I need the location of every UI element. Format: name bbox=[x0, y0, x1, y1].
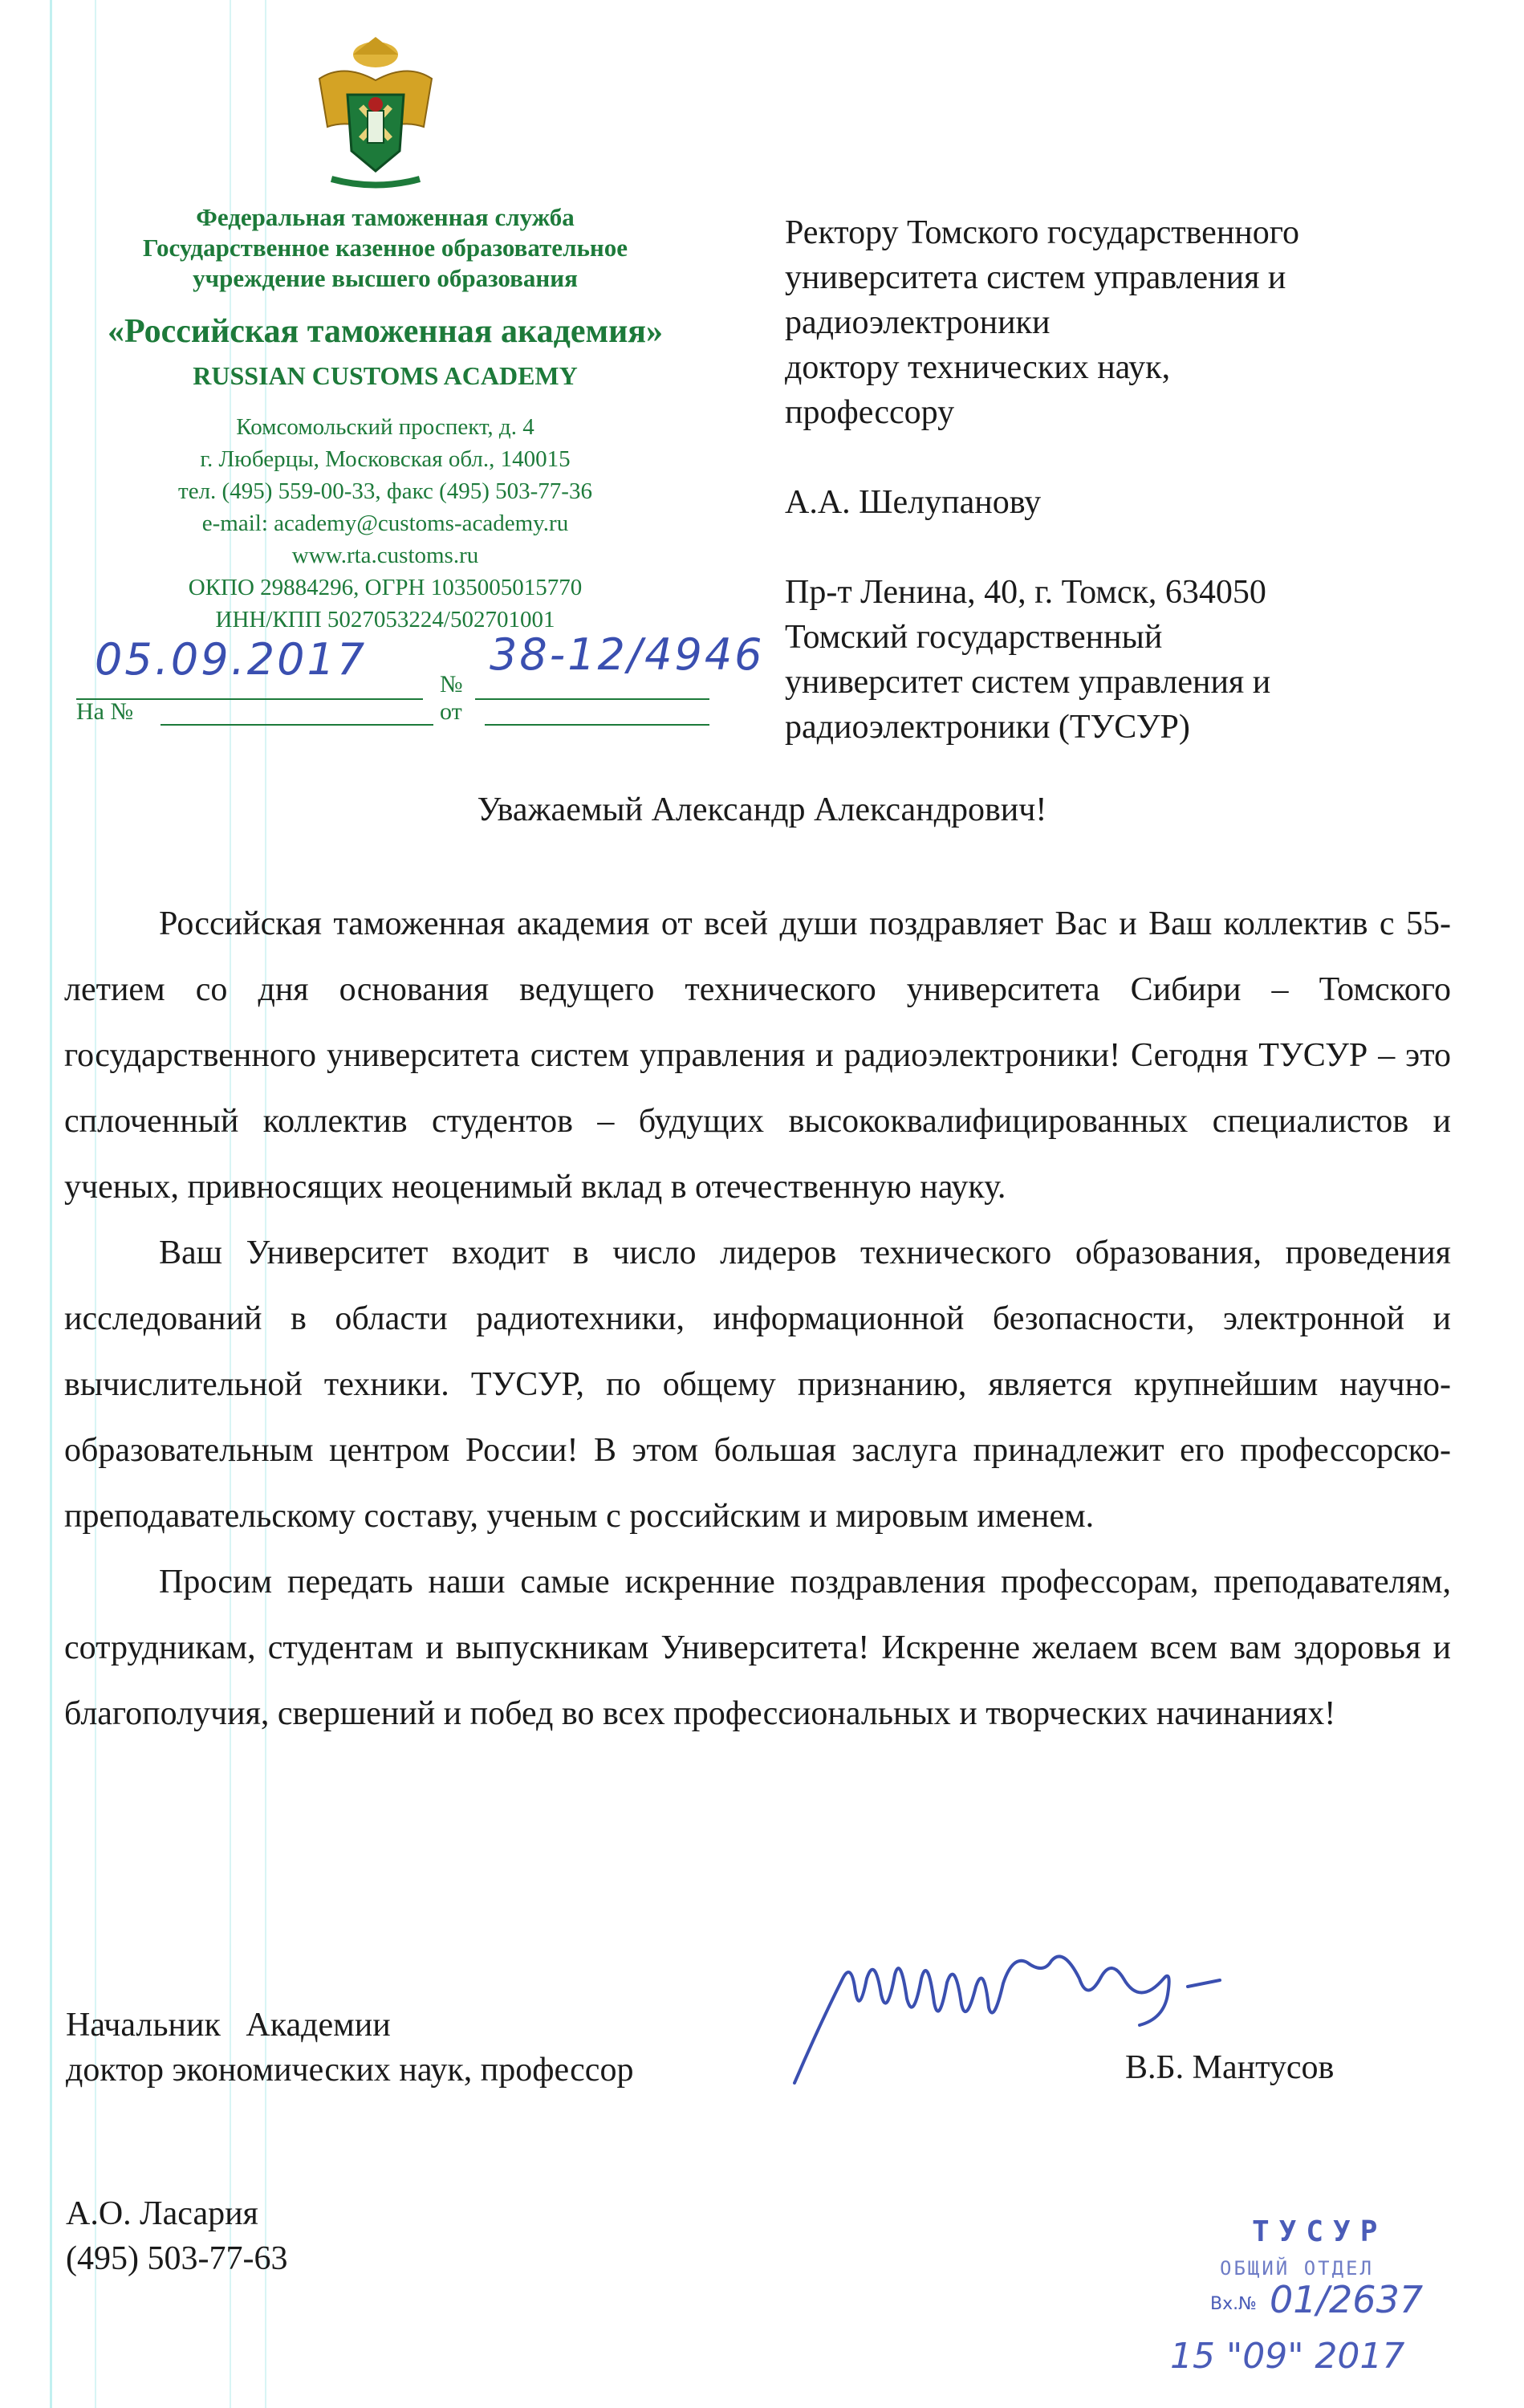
reference-from-label: от bbox=[440, 698, 462, 725]
contact-line: ОКПО 29884296, ОГРН 1035005015770 bbox=[188, 575, 583, 600]
body-paragraph: Просим передать наши самые искренние поздравления профессорам, преподавателям, сотрудникам, студентам и выпускникам Университета! Искренне желаем всем вам здоровья и благополучия, свершений и побед во всех профессиональных и творческих начинаниях! bbox=[64, 1564, 1451, 1732]
number-sign: № bbox=[440, 671, 463, 698]
stamp-incoming-number: 01/2637 bbox=[1270, 2278, 1424, 2321]
letterhead-name-en: RUSSIAN CUSTOMS ACADEMY bbox=[193, 361, 578, 390]
signatory-name: В.Б. Мантусов bbox=[1125, 2049, 1335, 2086]
signatory-title-line: Начальник Академии bbox=[66, 2007, 391, 2044]
contact-line: Комсомольский проспект, д. 4 bbox=[236, 414, 534, 440]
stamp-title: ТУСУР bbox=[1252, 2215, 1388, 2248]
letterhead-contacts bbox=[56, 411, 714, 636]
stamp-department: ОБЩИЙ ОТДЕЛ bbox=[1220, 2257, 1374, 2280]
recipient-address-line: радиоэлектроники (ТУСУР) bbox=[785, 709, 1190, 746]
letter-body bbox=[64, 891, 1451, 1747]
stamp-date: 15 "09" 2017 bbox=[1170, 2336, 1405, 2377]
recipient-address-line: Томский государственный bbox=[785, 619, 1163, 656]
recipient-line: доктору технических наук, bbox=[785, 349, 1171, 386]
recipient-line: радиоэлектроники bbox=[785, 304, 1051, 341]
reference-number-line bbox=[161, 724, 433, 726]
recipient-line: профессору bbox=[785, 394, 955, 431]
contact-line: e-mail: academy@customs-academy.ru bbox=[201, 510, 569, 536]
handwritten-number: 38-12/4946 bbox=[490, 629, 765, 680]
recipient-address-line: университет систем управления и bbox=[785, 664, 1271, 701]
letterhead-line: Государственное казенное образовательное bbox=[143, 234, 628, 262]
body-paragraph: Российская таможенная академия от всей души поздравляет Вас и Ваш коллектив с 55-летием со дня основания ведущего технического университета Сибири – Томского государственного университета систем управления и радиоэлектроники! Сегодня ТУСУР – это сплоченный коллектив студентов – будущих высококвалифицированных специалистов и ученых, привносящих неоценимый вклад в отечественную науку. bbox=[64, 905, 1451, 1206]
incoming-stamp bbox=[1164, 2215, 1501, 2400]
salutation: Уважаемый Александр Александрович! bbox=[477, 791, 1047, 828]
letterhead-name: «Российская таможенная академия» bbox=[107, 313, 663, 350]
recipient-block bbox=[785, 210, 1491, 750]
number-line bbox=[475, 698, 709, 700]
handwritten-date: 05.09.2017 bbox=[95, 634, 368, 685]
executor-contact bbox=[66, 2191, 287, 2281]
recipient-name: А.А. Шелупанову bbox=[785, 484, 1042, 521]
customs-emblem-icon bbox=[303, 31, 448, 191]
body-paragraph: Ваш Университет входит в число лидеров технического образования, проведения исследований в области радиотехники, информационной безопасности, электронной и вычислительной техники. ТУСУР, по общему признанию, является крупнейшим научно-образовательным центром России! В этом большая заслуга принадлежит его профессорско-преподавательскому составу, ученым с российским и мировым именем. bbox=[64, 1235, 1451, 1535]
contact-line: ИНН/КПП 5027053224/502701001 bbox=[215, 607, 555, 633]
recipient-address-line: Пр-т Ленина, 40, г. Томск, 634050 bbox=[785, 574, 1266, 611]
contact-line: тел. (495) 559-00-33, факс (495) 503-77-36 bbox=[178, 478, 592, 504]
scan-streak bbox=[50, 0, 52, 2408]
signatory-title bbox=[66, 2003, 633, 2093]
letterhead-line: учреждение высшего образования bbox=[193, 264, 578, 292]
stamp-incoming-label: Вх.№ bbox=[1210, 2294, 1257, 2314]
contact-line: www.rta.customs.ru bbox=[291, 543, 479, 568]
contact-line: г. Люберцы, Московская обл., 140015 bbox=[200, 446, 571, 472]
letterhead-line: Федеральная таможенная служба bbox=[196, 203, 575, 231]
executor-name: А.О. Ласария bbox=[66, 2195, 258, 2232]
signatory-title-line: доктор экономических наук, профессор bbox=[66, 2052, 634, 2089]
reference-date-line bbox=[485, 724, 709, 726]
reference-label: На № bbox=[76, 698, 134, 725]
executor-phone: (495) 503-77-63 bbox=[66, 2240, 288, 2277]
letterhead-organization bbox=[56, 202, 714, 294]
recipient-line: университета систем управления и bbox=[785, 259, 1286, 296]
recipient-line: Ректору Томского государственного bbox=[785, 214, 1299, 251]
